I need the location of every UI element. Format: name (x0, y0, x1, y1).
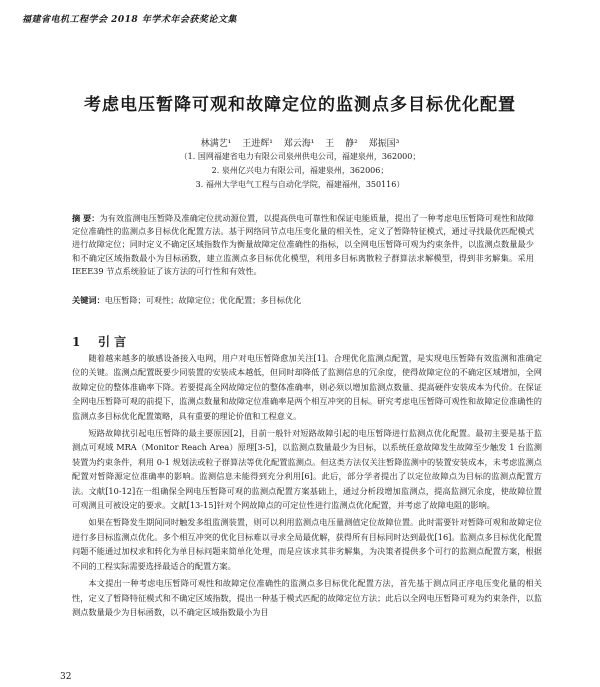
abstract-label: 摘 要： (72, 213, 100, 223)
affiliation-line: 3. 福州大学电气工程与自动化学院，福建福州，350116） (195, 180, 405, 189)
affiliation-line: 2. 泉州亿兴电力有限公司，福建泉州，362006； (211, 166, 389, 175)
author: 郑振国³ (368, 139, 400, 149)
section-number: 1 (72, 335, 81, 349)
author: 王进辉¹ (242, 139, 273, 149)
section-title: 引 言 (98, 335, 127, 349)
body-text (72, 351, 542, 622)
author: 林满艺¹ (200, 139, 232, 149)
affiliations (0, 150, 600, 192)
author: 王 静² (325, 139, 358, 149)
page-number: 32 (60, 672, 72, 682)
author-list (0, 136, 600, 149)
paragraph: 短路故障扰引起电压暂降的最主要原因[2]，目前一般针对短路故障引起的电压暂降进行监测点优化配置。最初主要是基于监测点可观域 MRA（Monitor Reach Area）原理[3-5]，以监测点数量最少为目标，以系统任意故障发生故障至少触发 1 台监测装置为约束条件，利用 0-1 规划法或粒子群算法等优化配置监测点。但这类方法仅关注暂降监测中的装置安装成本，未考虑监测点配置对暂降源定位准确率的影响。监测信息未能得到充分利用[6]。此后，部分学者提出了以定位故障点为目标的监测点配置方法。文献[10-12]在一组确保全网电压暂降可观的监测点配置方案基础上，通过分析段增加监测点，提高监测冗余度，使故障位置可观测且可被设定的要求。文献[13-15]针对个网故障点的可定位性进行监测点优化配置，并考虑了故障电阻的影响。 (72, 428, 542, 511)
paper-title: 考虑电压暂降可观和故障定位的监测点多目标优化配置 (84, 95, 516, 115)
keywords-text: 电压暂降；可观性；故障定位；优化配置；多目标优化 (104, 295, 302, 305)
section-heading (72, 333, 126, 350)
abstract (72, 212, 534, 278)
keywords-label: 关键词： (72, 295, 105, 305)
keywords (72, 295, 534, 306)
author: 郑云海¹ (283, 139, 315, 149)
running-header: 福建省电机工程学会 2018 年学术年会获奖论文集 (22, 15, 237, 25)
abstract-text: 为有效监测电压暂降及准确定位扰动源位置，以提高供电可靠性和保证电能质量，提出了一种考虑电压暂降可观性和故障定位准确性的监测点多目标优化配置方法。基于网络同节点电压变化量的相关性，定义了暂降特征模式，通过寻找最优匹配模式进行故障定位；同时定义不确定区域指数作为衡量故障定位准确性的指标，以全网电压暂降可观为约束条件，以监测点数量最少和不确定区域指数最小为目标函数，建立监测点多目标优化模型，利用多目标离散粒子群算法求解模型，得到非劣解集。采用 IEEE39 节点系统验证了该方法的可行性和有效性。 (72, 213, 534, 276)
affiliation-line: （1. 国网福建省电力有限公司泉州供电公司，福建泉州，362000； (179, 152, 421, 161)
paragraph: 如果在暂降发生期间同时触发多组监测装置，则可以利用监测点电压量测值定位故障位置。此时需要针对暂降可观和故障定位进行多目标监测点优化。多个相互冲突的优化目标难以寻求全局最优解，获得所有目标同时达到最优[16]。监测点多目标优化配置问题不能通过加权求和转化为单目标问题来简单化处理，而是应该求其非劣解集，为决策者提供多个可行的监测点配置方案，根据不同的工程实际需要选择最适合的配置方案。 (72, 517, 542, 571)
paragraph: 本文提出一种考虑电压暂降可观性和故障定位准确性的监测点多目标优化配置方法，首先基于测点同正序电压变化量的相关性，定义了暂降特征模式和不确定区域指数，提出一种基于模式匹配的故障定位方法；此后以全网电压暂降可观为约束条件，以监测点数量最少为目标函数，以不确定区域指数最小为目 (72, 578, 542, 617)
paragraph: 随着越来越多的敏感设备接入电网，用户对电压暂降愈加关注[1]。合理优化监测点配置，是实现电压暂降有效监测和准确定位的关键。监测点配置既要少同装置的安装成本越低，但同时却降低了监测信息的冗余度，使得故障定位的不确定区域增加，全网故障定位的整体准确率下降。若要提高全网故障定位的整体准确率，则必须以增加监测点数量、提高硬件安装成本为代价。在保证全网电压暂降可观的前提下，监测点数量和故障定位准确率是两个相互冲突的目标。研究考虑电压暂降可观性和故障定位准确性的监测点多目标优化配置策略，具有重要的理论价值和工程意义。 (72, 353, 542, 421)
